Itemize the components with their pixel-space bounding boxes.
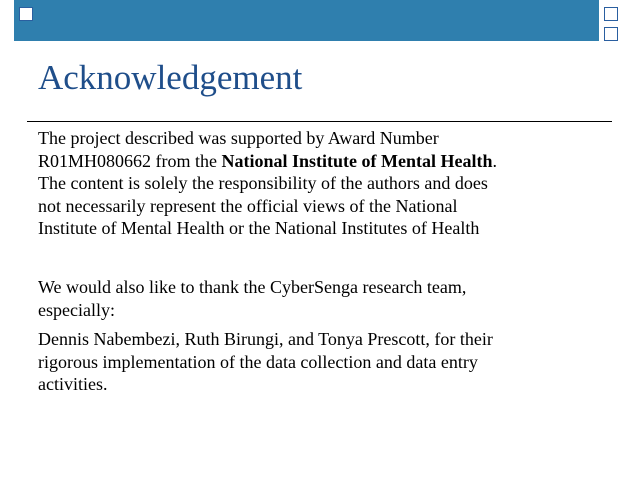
title-divider <box>27 121 612 122</box>
text-line <box>38 150 497 173</box>
text-line: especially: <box>38 299 115 320</box>
header-bar <box>14 0 599 41</box>
text-line: The project described was supported by Award Number <box>38 128 439 148</box>
text-line: Institute of Mental Health or the National Institutes of Health <box>38 218 480 238</box>
slide-title: Acknowledgement <box>38 58 303 97</box>
thanks-paragraph <box>38 276 466 321</box>
funding-paragraph <box>38 127 497 240</box>
institute-name: National Institute of Mental Health <box>221 150 493 171</box>
decorative-square-icon <box>604 27 618 41</box>
decorative-square-icon <box>19 7 33 21</box>
text-line: We would also like to thank the CyberSenga research team, <box>38 277 467 297</box>
text-line: The content is solely the responsibility of the authors and does <box>38 173 488 193</box>
text-line: not necessarily represent the official views of the National <box>38 195 458 216</box>
decorative-square-icon <box>604 7 618 21</box>
text-span: R01MH080662 from the <box>38 150 222 171</box>
team-paragraph <box>38 328 493 396</box>
text-line: Dennis Nabembezi, Ruth Birungi, and Tonya Prescott, for their <box>38 329 493 349</box>
text-line: activities. <box>38 374 108 394</box>
text-span: . <box>492 150 497 171</box>
text-line: rigorous implementation of the data collection and data entry <box>38 351 478 372</box>
